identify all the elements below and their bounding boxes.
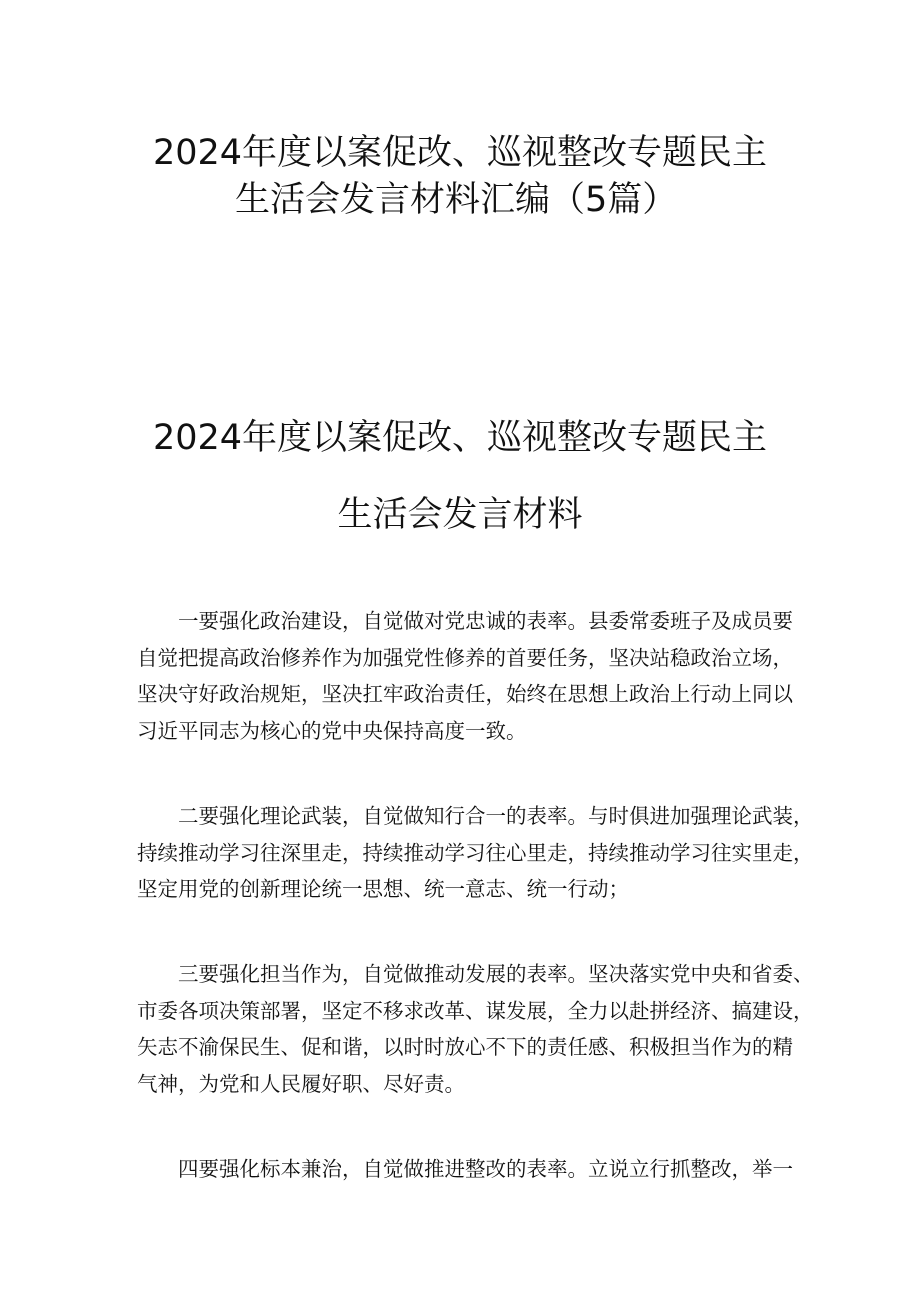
paragraph-line: 市委各项决策部署，坚定不移求改革、谋发展，全力以赴拼经济、搞建设， [137, 998, 814, 1023]
paragraph-line: 四要强化标本兼治，自觉做推进整改的表率。立说立行抓整改，举一 [178, 1157, 793, 1181]
article-title-line-1: 2024年度以案促改、巡视整改专题民主 [152, 418, 768, 458]
paragraph-line: 一要强化政治建设，自觉做对党忠诚的表率。县委常委班子及成员要 [178, 609, 793, 633]
article-title-line-2: 生活会发言材料 [337, 495, 583, 535]
paragraph-line: 坚决守好政治规矩，坚决扛牢政治责任，始终在思想上政治上行动上同以 [137, 682, 793, 706]
paragraph-rectification [137, 1151, 797, 1188]
paragraph-line: 习近平同志为核心的党中央保持高度一致。 [137, 718, 527, 743]
compilation-title-line-1: 2024年度以案促改、巡视整改专题民主 [152, 133, 768, 173]
paragraph-line: 矢志不渝保民生、促和谐，以时时放心不下的责任感、积极担当作为的精 [137, 1035, 793, 1059]
paragraph-line: 持续推动学习往深里走，持续推动学习往心里走，持续推动学习往实里走， [137, 840, 814, 865]
compilation-title-line-2: 生活会发言材料汇编（5篇） [235, 180, 678, 220]
paragraph-theory-armament [137, 798, 814, 908]
paragraph-line: 坚定用党的创新理论统一思想、统一意志、统一行动； [137, 877, 629, 901]
paragraph-line: 气神，为党和人民履好职、尽好责。 [137, 1071, 465, 1096]
paragraph-responsibility [137, 956, 814, 1102]
paragraph-line: 自觉把提高政治修养作为加强党性修养的首要任务，坚决站稳政治立场， [137, 645, 793, 670]
paragraph-political-building [137, 603, 797, 749]
paragraph-line: 二要强化理论武装，自觉做知行合一的表率。与时俱进加强理论武装， [178, 804, 814, 828]
paragraph-line: 三要强化担当作为，自觉做推动发展的表率。坚决落实党中央和省委、 [178, 962, 814, 986]
